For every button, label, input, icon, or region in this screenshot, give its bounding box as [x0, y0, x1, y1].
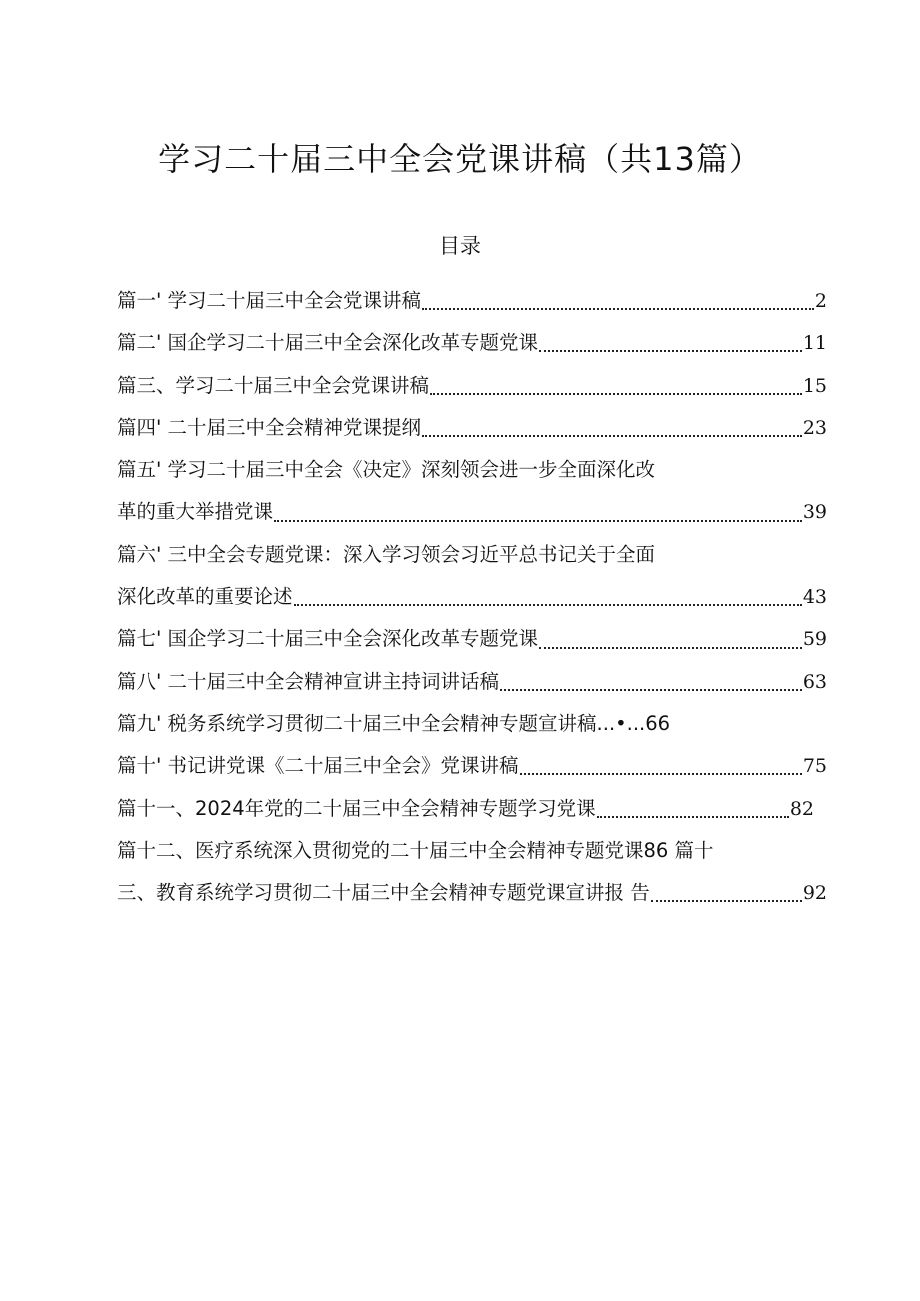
toc-entry-title: 篇二' 国企学习二十届三中全会深化改革专题党课 — [117, 331, 539, 355]
toc-entry-page: 75 — [802, 755, 827, 778]
toc-entry-page: 82 — [789, 797, 814, 820]
dot-leader — [500, 689, 802, 691]
dot-leader — [430, 393, 802, 395]
dot-leader — [274, 520, 802, 522]
toc-entry-page: 15 — [802, 374, 827, 397]
toc-entry-title: 篇十' 书记讲党课《二十届三中全会》党课讲稿 — [117, 754, 519, 778]
toc-heading: 目录 — [439, 234, 481, 258]
toc-entry-page: 39 — [802, 501, 827, 524]
dot-leader — [539, 350, 802, 352]
toc-entry[interactable] — [117, 872, 827, 914]
toc-entry[interactable] — [117, 703, 827, 745]
toc-entry[interactable] — [117, 449, 827, 534]
dot-leader — [294, 604, 802, 606]
toc-entry-title-with-page: 篇十二、医疗系统深入贯彻党的二十届三中全会精神专题党课86 篇十 — [117, 838, 714, 862]
toc-entry-title-line2: 革的重大举措党课 — [117, 500, 274, 524]
dot-leader — [539, 647, 802, 649]
toc-entry[interactable] — [117, 661, 827, 703]
toc-entry-title: 篇八' 二十届三中全会精神宣讲主持词讲话稿 — [117, 669, 500, 693]
table-of-contents — [117, 280, 827, 914]
toc-entry[interactable] — [117, 365, 827, 407]
toc-entry-page: 63 — [802, 670, 827, 693]
toc-entry[interactable] — [117, 618, 827, 660]
toc-entry-title-line1: 篇五' 学习二十届三中全会《决定》深刻领会进一步全面深化改 — [117, 458, 656, 482]
toc-entry[interactable] — [117, 322, 827, 364]
toc-entry-title: 篇四' 二十届三中全会精神党课提纲 — [117, 415, 422, 439]
toc-entry-title: 篇七' 国企学习二十届三中全会深化改革专题党课 — [117, 627, 539, 651]
dot-leader — [597, 816, 789, 818]
toc-entry-page: 2 — [814, 290, 827, 312]
toc-entry-title-line1: 篇六' 三中全会专题党课：深入学习领会习近平总书记关于全面 — [117, 542, 656, 566]
toc-entry-page: 92 — [802, 882, 827, 905]
toc-entry[interactable] — [117, 280, 827, 322]
toc-entry-page: 43 — [802, 586, 827, 609]
toc-entry-title-line2: 深化改革的重要论述 — [117, 585, 293, 609]
dot-leader — [651, 900, 802, 902]
toc-entry-continuation — [117, 576, 827, 618]
toc-entry-title: 三、教育系统学习贯彻二十届三中全会精神专题党课宣讲报 告 — [117, 881, 650, 905]
toc-entry[interactable] — [117, 745, 827, 787]
toc-entry-title: 篇三、学习二十届三中全会党课讲稿 — [117, 373, 430, 397]
toc-entry-title: 篇一' 学习二十届三中全会党课讲稿 — [117, 289, 422, 312]
dot-leader — [422, 308, 814, 310]
toc-entry-page: 59 — [802, 628, 827, 651]
document-title: 学习二十届三中全会党课讲稿（共13篇） — [158, 140, 762, 178]
toc-entry-page: 23 — [802, 416, 827, 439]
dot-leader — [520, 773, 802, 775]
toc-entry[interactable] — [117, 407, 827, 449]
toc-entry[interactable] — [117, 788, 814, 830]
toc-entry[interactable] — [117, 534, 827, 619]
toc-entry-page: 11 — [802, 332, 827, 355]
toc-entry-title: 篇十一、2024年党的二十届三中全会精神专题学习党课 — [117, 796, 596, 820]
toc-entry[interactable] — [117, 830, 827, 872]
toc-entry-title-with-page: 篇九' 税务系统学习贯彻二十届三中全会精神专题宣讲稿...•...66 — [117, 711, 671, 735]
toc-entry-continuation — [117, 491, 827, 533]
dot-leader — [422, 435, 802, 437]
